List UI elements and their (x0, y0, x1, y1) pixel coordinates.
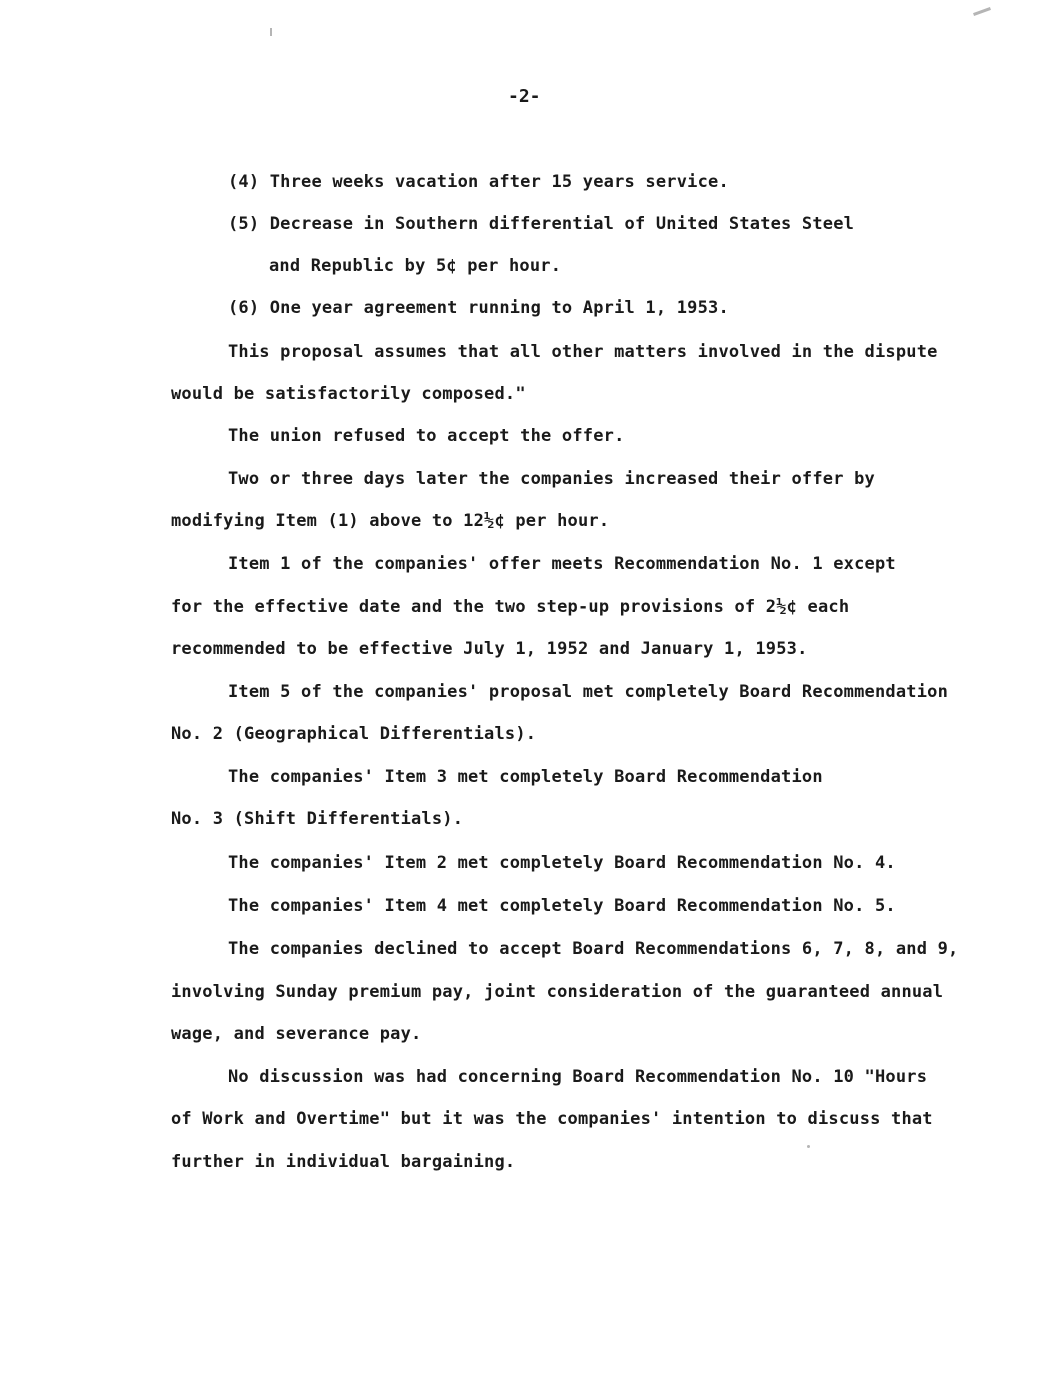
paragraph-line: The companies' Item 2 met completely Board Recommendation No. 4. (228, 853, 896, 873)
paragraph-line: modifying Item (1) above to 12½¢ per hour. (171, 511, 610, 531)
list-item-continuation: and Republic by 5¢ per hour. (269, 256, 562, 276)
scan-mark (270, 28, 272, 36)
paragraph-line: further in individual bargaining. (171, 1152, 516, 1172)
list-item-number: (5) (228, 214, 260, 234)
list-item-text: Decrease in Southern differential of United States Steel (269, 214, 855, 234)
paragraph-line: of Work and Overtime" but it was the companies' intention to discuss that (171, 1109, 933, 1129)
paragraph-line: Item 5 of the companies' proposal met completely Board Recommendation (228, 682, 949, 702)
paragraph-line: recommended to be effective July 1, 1952 and January 1, 1953. (171, 639, 808, 659)
scan-mark (807, 1145, 810, 1148)
paragraph-line: This proposal assumes that all other matters involved in the dispute (228, 342, 938, 362)
paragraph-line: The companies' Item 3 met completely Board Recommendation (228, 767, 823, 787)
paragraph-line: The union refused to accept the offer. (228, 426, 625, 446)
list-item-text: One year agreement running to April 1, 1953. (269, 298, 729, 318)
paragraph-line: The companies declined to accept Board Recommendations 6, 7, 8, and 9, (228, 939, 959, 959)
paragraph-line: Two or three days later the companies increased their offer by (228, 469, 875, 489)
paragraph-line: No. 3 (Shift Differentials). (171, 809, 464, 829)
list-item (228, 213, 854, 235)
list-item-text: Three weeks vacation after 15 years service. (269, 172, 729, 192)
paragraph-line: No. 2 (Geographical Differentials). (171, 724, 537, 744)
paragraph-line: for the effective date and the two step-up provisions of 2½¢ each (171, 597, 850, 617)
paragraph-line: No discussion was had concerning Board Recommendation No. 10 "Hours (228, 1067, 928, 1087)
list-item (228, 297, 729, 319)
paragraph-line: would be satisfactorily composed." (171, 384, 526, 404)
list-item (228, 171, 729, 193)
page-number: -2- (508, 86, 541, 107)
list-item-number: (4) (228, 172, 260, 192)
scan-mark (973, 7, 991, 16)
paragraph-line: wage, and severance pay. (171, 1024, 422, 1044)
paragraph-line: The companies' Item 4 met completely Board Recommendation No. 5. (228, 896, 896, 916)
paragraph-line: Item 1 of the companies' offer meets Recommendation No. 1 except (228, 554, 896, 574)
paragraph-line: involving Sunday premium pay, joint consideration of the guaranteed annual (171, 982, 944, 1002)
list-item-number: (6) (228, 298, 260, 318)
